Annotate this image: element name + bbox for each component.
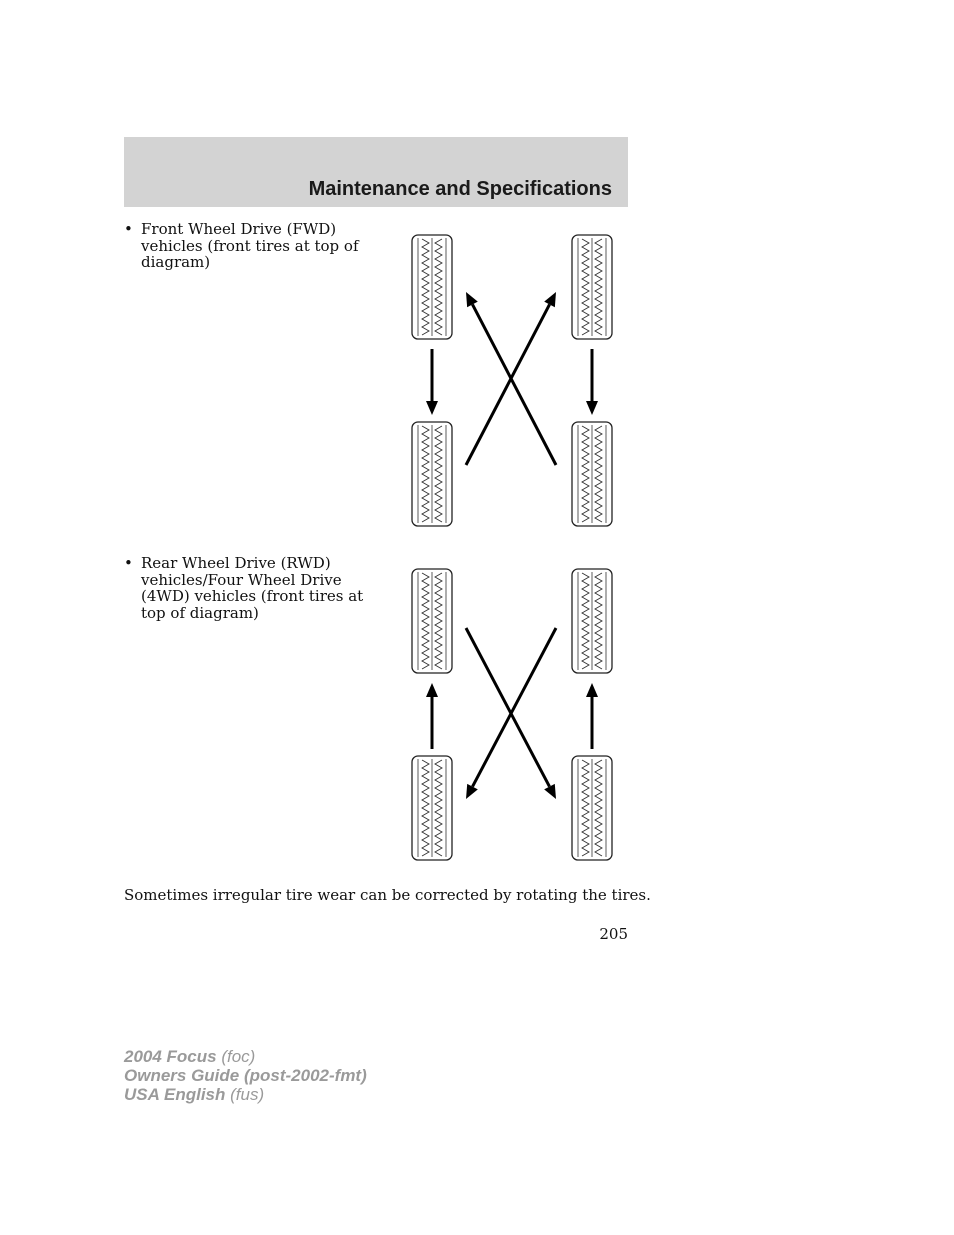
- footer-line-3: [124, 1085, 367, 1104]
- tire-front-right: [572, 569, 612, 673]
- tire-rear-right: [572, 422, 612, 526]
- bullet-marker: •: [124, 554, 133, 572]
- footer-language-code: (fus): [230, 1085, 265, 1104]
- arrow-left-straight: [426, 683, 438, 749]
- footer-language: USA English: [124, 1085, 226, 1104]
- rwd-4wd-rotation-diagram: [405, 566, 617, 862]
- bullet-text-rwd-4wd: Rear Wheel Drive (RWD) vehicles/Four Wheel Drive (4WD) vehicles (front tires at top of diagram): [141, 554, 364, 622]
- footer-model: 2004 Focus: [124, 1047, 217, 1066]
- tire-rear-right: [572, 756, 612, 860]
- tire-front-right: [572, 235, 612, 339]
- document-footer: [124, 1047, 367, 1104]
- bullet-text-fwd: Front Wheel Drive (FWD) vehicles (front tires at top of diagram): [141, 220, 359, 271]
- page-number: 205: [599, 925, 628, 943]
- bullet-fwd: [124, 221, 376, 271]
- bullet-rwd-4wd: [124, 555, 376, 621]
- section-header-band: [124, 137, 628, 207]
- rotation-note: Sometimes irregular tire wear can be corrected by rotating the tires.: [124, 886, 651, 904]
- tire-front-left: [412, 569, 452, 673]
- bullet-marker: •: [124, 220, 133, 238]
- tire-front-left: [412, 235, 452, 339]
- footer-line-1: [124, 1047, 367, 1066]
- tire-rear-left: [412, 422, 452, 526]
- tire-rear-left: [412, 756, 452, 860]
- section-title: Maintenance and Specifications: [308, 178, 612, 200]
- footer-model-code: (foc): [221, 1047, 256, 1066]
- arrow-right-straight: [586, 683, 598, 749]
- footer-line-2: [124, 1066, 367, 1085]
- fwd-rotation-diagram: [405, 232, 617, 528]
- arrow-right-straight: [586, 349, 598, 415]
- footer-guide: Owners Guide (post-2002-fmt): [124, 1066, 367, 1085]
- arrow-left-straight: [426, 349, 438, 415]
